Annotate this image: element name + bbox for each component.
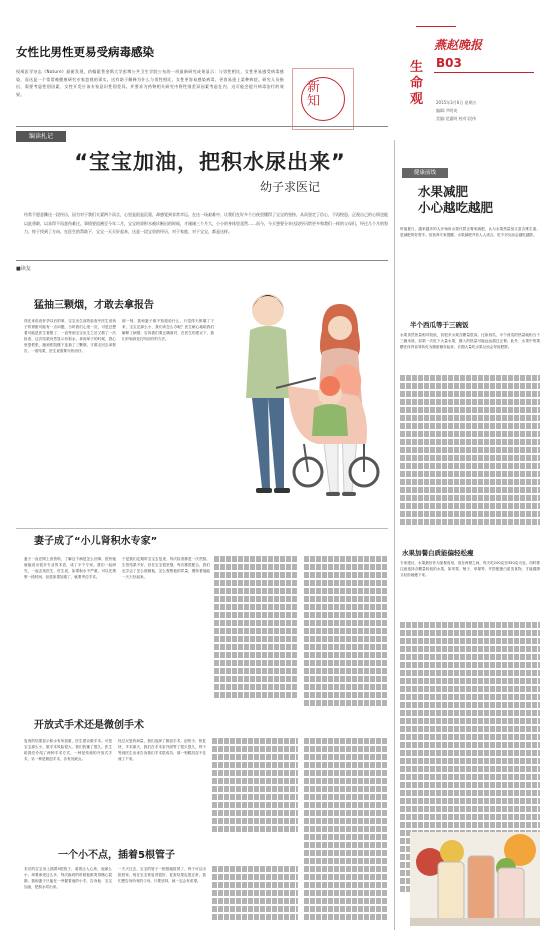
brief-title: 女性比男性更易受病毒感染 bbox=[16, 45, 154, 59]
reader-tag: ■读友 bbox=[16, 266, 31, 272]
section-4-col-1: 术后的宝宝身上插着5根管子，看着让人心疼，他那么小，却要承受这么多，每次换药的时候他都哭得撕心裂肺，我和妻子只能在一旁握着他的小手，告诉他：宝宝加油，把积水尿出来。 bbox=[24, 867, 112, 889]
sidebar-sub1-body: 水果虽然热量相对较低，但很多水果含糖量很高。比如西瓜，半个西瓜的热量就相当于三碗米饭，如果一次吃下大量水果，摄入的热量可能远远超过正餐。此外，水果中的果糖在体内容易转化为脂肪储存起来，长期大量吃水果反而会导致肥胖。 bbox=[400, 333, 540, 349]
feature-headline: “宝宝加油，把积水尿出来” bbox=[74, 150, 346, 174]
proof-credit: 美编:党惠明 校对:段伟 bbox=[436, 116, 476, 121]
section-1-col-1: 得先来说说怀孕以后的事，宝宝出生前的检查中医生说孩子的肾脏可能有一点问题，当时我们心里一沉，可是总想着可能是医生看错了，一直等到宝宝出生之后又做了一次检查，这次结果仍然显示有积水。拿到单子的时候，我心里很慌张，跑到医院楼下连抽了三颗烟，才敢走回去拿报告，一看结果，医生说需要尽快治疗。 bbox=[24, 319, 116, 353]
sidebar-subhead-2: 水果加餐白质能偏轻松瘦 bbox=[402, 549, 474, 557]
section-title-1: 猛抽三颗烟，才敢去拿报告 bbox=[34, 300, 154, 311]
sidebar-sub1-continued bbox=[400, 375, 540, 527]
masthead-area bbox=[400, 8, 540, 138]
sidebar-subhead-1: 半个西瓜等于三碗饭 bbox=[410, 321, 469, 329]
feature-lead: 经常不愿意撕这一段经历，因为对于我们夫妻两个而言，心里是很是沉重，却感觉到非常幸运。在这一场艰难中，让我们在好多个日夜里懂得了宝宝的坚持，从而坚定了信心，不再惶恐，正视自己的心情也能以此勇敢，以求得不再悲伤难过。事情要追溯至今年二月，宝宝的肾积水被诊断出的时候，才刚刚三个月大，小小的身体里竟然……而今，今天想要分享这段经历给更多和我们一样的父母们，经过几个月的努力，终于找到了方向，在医生的帮助下，宝宝一天天好起来，这是一段宝贵的经历，对于家庭，对于宝宝，都是这样。 bbox=[24, 212, 388, 235]
section-1-col-2: 那一刻，我和妻子都不知道说什么，只觉得天都塌了下来，宝宝还那么小，我们该怎么办呢？医生耐心地给我们解释了病情，告诉我们要正确面对，在医生的建议下，我们开始四处打听治疗的方法。 bbox=[122, 319, 214, 341]
fruit-photo bbox=[410, 832, 540, 926]
sidebar-title-line-2: 小心越吃越肥 bbox=[418, 200, 494, 215]
section-4-col-2: 一天天过去，宝宝的管子一根根地拔掉了，终于可以出院回家，现在宝宝恢复得很好，复查结果也很正常，我们想告诉所有的父母，只要坚持，就一定会有希望。 bbox=[118, 867, 206, 883]
section-title-3: 开放式手术还是微创手术 bbox=[34, 720, 144, 731]
sidebar-headline bbox=[418, 184, 493, 216]
section-2-col-1: 妻子一直在网上查资料，了解这个病是怎么回事，很快她就能说出很多专业的术语，成了半个专家。我们一起研究，一起去找医生，医生说，如果积水不严重，可以先观察一段时间，但是如果加重了，就要考虑手术。 bbox=[24, 557, 116, 579]
feature-header bbox=[50, 146, 370, 195]
family-illustration bbox=[218, 268, 388, 524]
section-3-col-1: 复查的结果显示积水有所加重，医生建议做手术。可是宝宝那么小，做手术风险很大，我们犹豫了很久。医生给我们介绍了两种手术方式，一种是传统的开放式手术，另一种是微创手术，各有优缺点。 bbox=[24, 739, 112, 761]
column-tag-label: 编读札记 bbox=[28, 133, 53, 140]
section-2-col-2: 于是我们定期带宝宝去复查，每次检查都是一次煎熬，生怕结果不好，好在宝宝很坚强，每次都很配合，我们也学会了怎么照顾他，怎么观察他的尿量，期待着他能一天天好起来。 bbox=[122, 557, 210, 579]
brief-body: 权威医学杂志《Nature》最新发现，约翰霍普金斯大学彭博公共卫生学院公布的一项最新研究成果显示：与男性相比，女性更易感受病毒感染，而这是一个常常被健康研究专家忽视的事实。这有助于解释为什么与男性相比，女性更容易感染病毒，更容易患上某种病症。研究人员指出，需要考虑性别因素，女性开发应该专家意识性别差异。并要求为药物相关研究中将性别差异因素考虑在内，这可能会提升病毒治疗的效果。 bbox=[16, 69, 284, 97]
section-2-col-4 bbox=[304, 556, 388, 708]
page-section-vertical: 生命观 bbox=[410, 60, 424, 107]
sidebar-title-line-1: 水果减肥 bbox=[418, 184, 469, 199]
section-3-col-2: 经过反复的商量，我们选择了微创手术，创伤小，恢复快，手术那天，我们在手术室外面等了很久很久，终于等到医生出来告诉我们手术很成功，那一刻眼泪忍不住流了下来。 bbox=[118, 739, 206, 761]
masthead-title: 燕赵晚报 bbox=[434, 38, 483, 52]
sidebar-tag bbox=[402, 168, 448, 178]
section-2-col-3 bbox=[214, 556, 298, 700]
column-tag bbox=[16, 131, 66, 142]
section-3-col-3 bbox=[212, 738, 298, 834]
section-3-col-4 bbox=[304, 738, 388, 922]
new-knowledge-badge bbox=[292, 68, 354, 130]
editor-credit: 编辑:尹明英 bbox=[436, 108, 458, 113]
section-title-2: 妻子成了“小儿肾积水专家” bbox=[34, 536, 158, 547]
page-code: B03 bbox=[436, 56, 462, 70]
section-4-col-3 bbox=[212, 866, 298, 922]
sidebar-intro: 时值夏日，越来越多的人开始用水果代替正餐来减肥，认为水果热量低又富含维生素，是减肥的好帮手。但营养专家提醒，水果减肥并非人人适合，吃不对反而会越吃越胖。 bbox=[400, 227, 540, 237]
feature-byline: 幼子求医记 bbox=[259, 180, 320, 194]
sidebar-sub2-body: 专家建议，水果最好作为加餐食用，放在两餐之间，每天吃200克至350克为宜。同时要注意选择含糖量较低的水果，如苹果、柚子、草莓等，并搭配蛋白质类食物，才能健康又轻松地瘦下来。 bbox=[400, 561, 540, 577]
issue-date: 2015年3月6日 星期五 bbox=[436, 100, 477, 105]
brief-article bbox=[16, 44, 386, 130]
badge-text: 新知 bbox=[307, 80, 321, 109]
sidebar-tag-label: 健康前线 bbox=[413, 170, 436, 176]
section-title-4: 一个小不点，插着5根管子 bbox=[58, 850, 175, 861]
